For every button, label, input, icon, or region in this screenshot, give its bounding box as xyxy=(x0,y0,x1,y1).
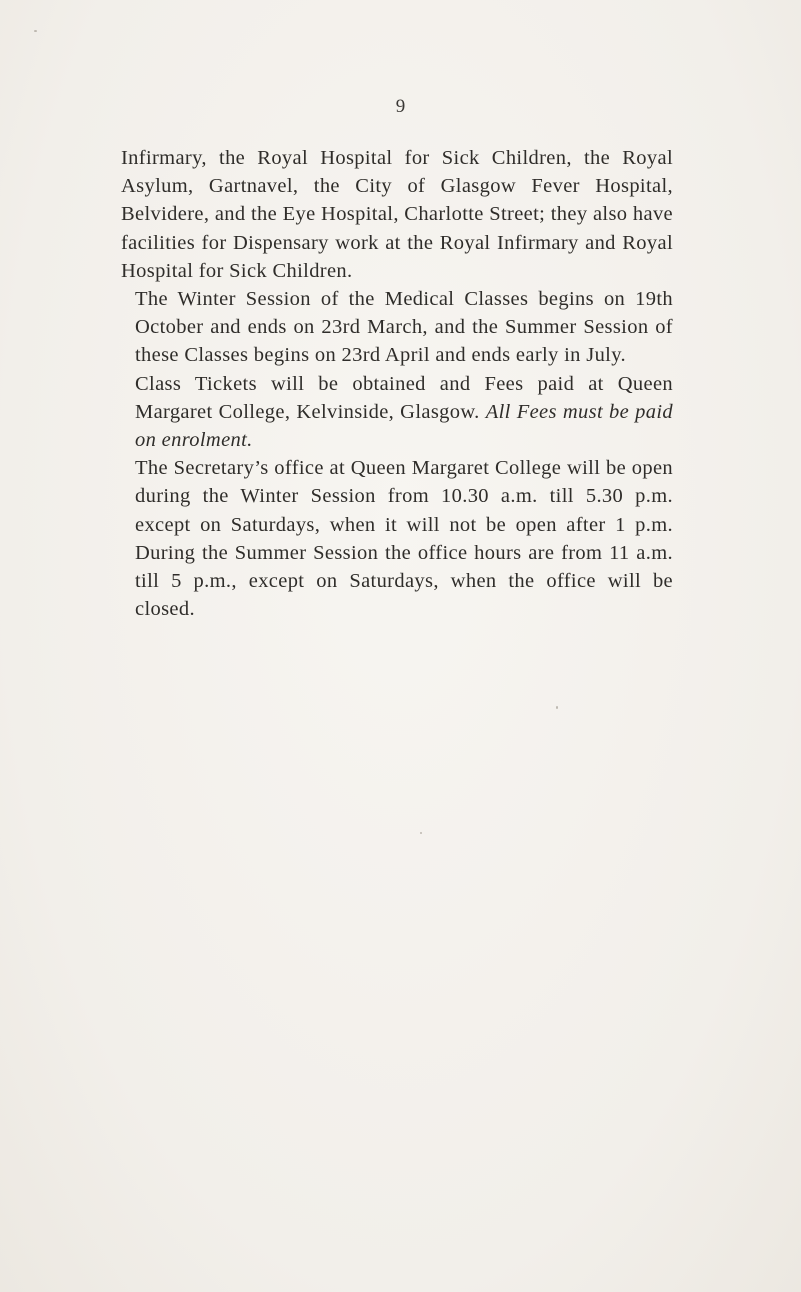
paragraph-sessions: The Winter Session of the Medical Classes begins on 19th October and ends on 23rd March, and the Summer Session of these Classes begins on 23rd April and ends early in July. xyxy=(135,288,673,367)
paper-speck xyxy=(34,30,37,32)
paper-speck xyxy=(420,832,422,834)
paragraph-office-hours: The Secretary’s office at Queen Margaret College will be open during the Winter Session from 10.30 a.m. till 5.30 p.m. except on Saturdays, when it will not be open after 1 p.m. During the Summer Session the office hours are from 11 a.m. till 5 p.m., except on Saturdays, when the office will be closed. xyxy=(135,457,673,621)
paragraph-fees xyxy=(121,370,673,455)
body-text xyxy=(121,144,673,623)
fees-text: Class Tickets will be obtained and Fees paid at Queen Margaret College, Kelvinside, Glasgow. xyxy=(135,372,673,423)
page-number: 9 xyxy=(395,96,406,117)
fees-emphasis: All Fees must be paid on enrolment. xyxy=(135,400,673,452)
paper-speck xyxy=(556,706,558,709)
paragraph-hospitals: Infirmary, the Royal Hospital for Sick Children, the Royal Asylum, Gartnavel, the City of Glasgow Fever Hospital, Belvidere, and the Eye Hospital, Charlotte Street; they also have facilities for Dispensary work at the Royal Infirmary and Royal Hospital for Sick Children. xyxy=(121,147,673,282)
